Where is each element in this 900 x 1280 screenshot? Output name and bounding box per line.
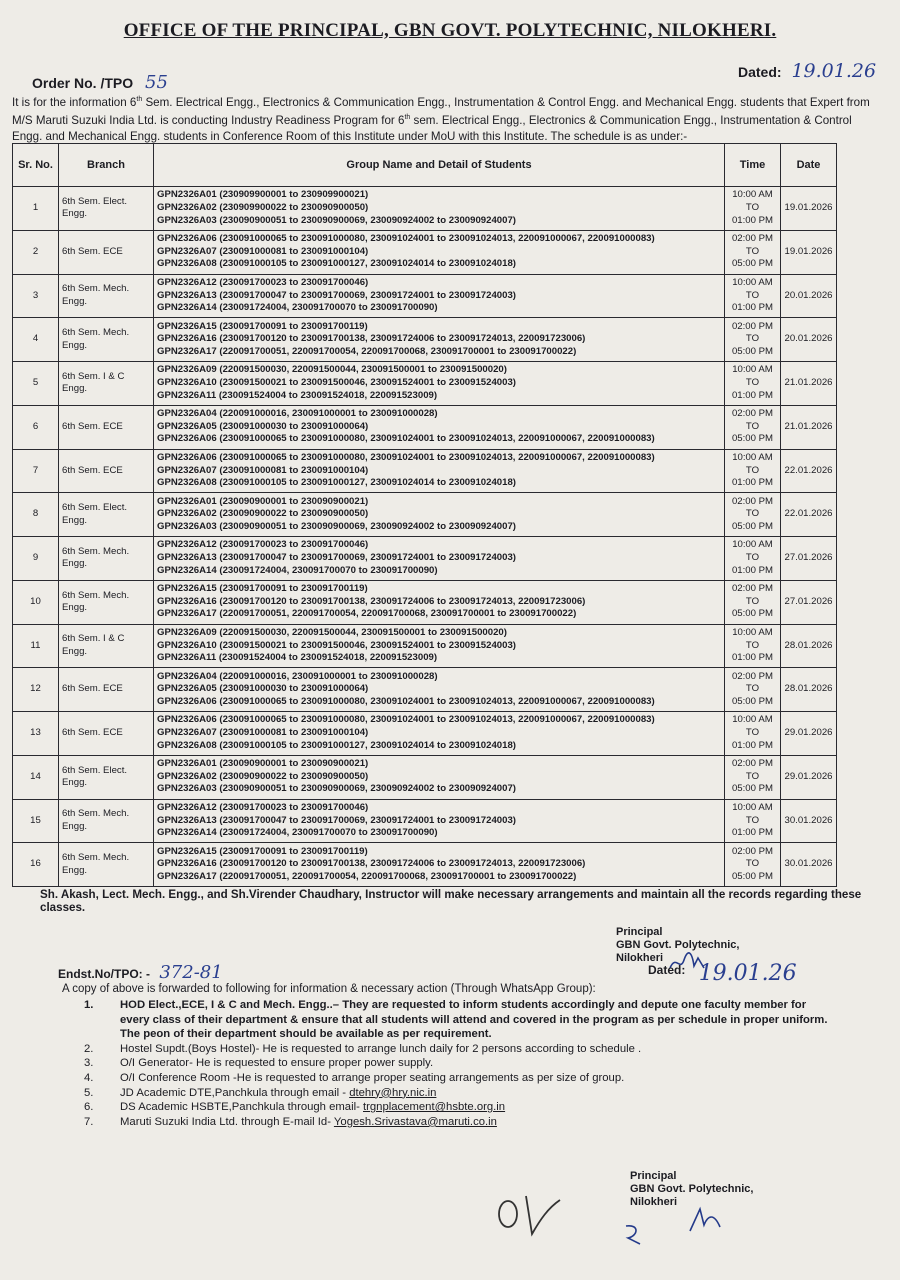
group-line: GPN2326A11 (230091524004 to 230091524018, 220091523009) bbox=[157, 652, 438, 664]
group-line: GPN2326A13 (230091700047 to 230091700069, 230091724001 to 230091724003) bbox=[157, 289, 516, 301]
cell-sr-no: 12 bbox=[13, 668, 59, 712]
list-item bbox=[84, 1086, 834, 1101]
cell-time bbox=[725, 537, 781, 581]
cell-date: 21.01.2026 bbox=[781, 405, 837, 449]
cell-sr-no: 2 bbox=[13, 230, 59, 274]
group-line: GPN2326A16 (230091700120 to 230091700138, 230091724006 to 230091724013, 220091723006) bbox=[157, 333, 586, 345]
time-line: TO bbox=[745, 639, 760, 651]
cell-date: 30.01.2026 bbox=[781, 843, 837, 887]
group-line: GPN2326A08 (230091000105 to 230091000127, 230091024014 to 230091024018) bbox=[157, 739, 516, 751]
time-line: TO bbox=[745, 770, 760, 782]
copy-forward-line: A copy of above is forwarded to following for information & necessary action (Through WhatsApp Group): bbox=[62, 983, 596, 995]
cell-group-details bbox=[154, 755, 725, 799]
order-number-handwritten: 55 bbox=[145, 72, 168, 93]
group-line: GPN2326A03 (230090900051 to 230090900069, 230090924002 to 230090924007) bbox=[157, 214, 516, 226]
group-line: GPN2326A05 (230091000030 to 230091000064) bbox=[157, 420, 369, 432]
cell-time bbox=[725, 668, 781, 712]
group-line: GPN2326A04 (220091000016, 230091000001 to 230091000028) bbox=[157, 408, 438, 420]
cell-time bbox=[725, 449, 781, 493]
time-line: 10:00 AM bbox=[732, 451, 773, 463]
group-line: GPN2326A05 (230091000030 to 230091000064) bbox=[157, 683, 369, 695]
group-line: GPN2326A14 (230091724004, 230091700070 to 230091700090) bbox=[157, 302, 438, 314]
table-row bbox=[13, 668, 837, 712]
cell-time bbox=[725, 230, 781, 274]
cell-date: 28.01.2026 bbox=[781, 624, 837, 668]
table-row bbox=[13, 318, 837, 362]
cell-sr-no: 8 bbox=[13, 493, 59, 537]
table-header-row bbox=[13, 144, 837, 187]
time-line: 01:00 PM bbox=[731, 214, 774, 226]
list-item-text: DS Academic HSBTE,Panchkula through email- trgnplacement@hsbte.org.in bbox=[120, 1101, 506, 1114]
header-sr-no: Sr. No. bbox=[13, 144, 59, 187]
group-line: GPN2326A01 (230090900001 to 230090900021) bbox=[157, 495, 369, 507]
table-row bbox=[13, 405, 837, 449]
endorsement-handwritten: 372-81 bbox=[159, 962, 223, 983]
list-item-number: 3. bbox=[84, 1057, 94, 1070]
list-item-number: 4. bbox=[84, 1071, 94, 1084]
cell-branch: 6th Sem. Elect. Engg. bbox=[59, 493, 154, 537]
cell-sr-no: 6 bbox=[13, 405, 59, 449]
group-line: GPN2326A01 (230909900001 to 230909900021) bbox=[157, 189, 369, 201]
table-row bbox=[13, 274, 837, 318]
group-line: GPN2326A06 (230091000065 to 230091000080, 230091024001 to 230091024013, 220091000067, 220091000083) bbox=[157, 433, 655, 445]
group-line: GPN2326A04 (220091000016, 230091000001 to 230091000028) bbox=[157, 670, 438, 682]
time-line: 10:00 AM bbox=[732, 714, 773, 726]
time-line: 05:00 PM bbox=[731, 870, 774, 882]
cell-sr-no: 1 bbox=[13, 187, 59, 231]
time-line: 02:00 PM bbox=[731, 233, 774, 245]
cell-group-details bbox=[154, 318, 725, 362]
list-item-text: HOD Elect.,ECE, I & C and Mech. Engg..– They are requested to inform students accordingly and depute one faculty member for every class of their department & ensure that all students will attend and covered in the program as per schedule in proper uniform. The peon of their department should be available as per requirement. bbox=[120, 999, 828, 1041]
order-label: Order No. /TPO bbox=[32, 75, 134, 91]
time-line: 02:00 PM bbox=[731, 408, 774, 420]
cell-group-details bbox=[154, 799, 725, 843]
cell-branch: 6th Sem. Mech. Engg. bbox=[59, 580, 154, 624]
principal-signature-block-2: Principal GBN Govt. Polytechnic, Nilokheri bbox=[630, 1170, 754, 1208]
cell-sr-no: 10 bbox=[13, 580, 59, 624]
table-row bbox=[13, 580, 837, 624]
cell-group-details bbox=[154, 537, 725, 581]
time-line: TO bbox=[745, 683, 760, 695]
group-line: GPN2326A02 (230909900022 to 230090900050) bbox=[157, 202, 369, 214]
cell-date: 29.01.2026 bbox=[781, 712, 837, 756]
table-row bbox=[13, 362, 837, 406]
group-line: GPN2326A12 (230091700023 to 230091700046) bbox=[157, 539, 369, 551]
list-item bbox=[84, 1100, 834, 1115]
group-line: GPN2326A15 (230091700091 to 230091700119) bbox=[157, 583, 368, 595]
cell-date: 29.01.2026 bbox=[781, 755, 837, 799]
office-title: OFFICE OF THE PRINCIPAL, GBN GOVT. POLYTECHNIC, NILOKHERI. bbox=[123, 20, 777, 41]
cell-time bbox=[725, 493, 781, 537]
closing-note: Sh. Akash, Lect. Mech. Engg., and Sh.Virender Chaudhary, Instructor will make necessary arrangements and maintain all the records regarding these classes. bbox=[40, 888, 862, 914]
group-line: GPN2326A09 (220091500030, 220091500044, 230091500001 to 230091500020) bbox=[157, 626, 507, 638]
time-line: 01:00 PM bbox=[731, 302, 774, 314]
time-line: 01:00 PM bbox=[731, 477, 774, 489]
cell-branch: 6th Sem. ECE bbox=[59, 449, 154, 493]
time-line: TO bbox=[745, 552, 760, 564]
time-line: 02:00 PM bbox=[731, 495, 774, 507]
endorsement-date: Dated: 19.01.26 bbox=[648, 961, 797, 986]
group-line: GPN2326A13 (230091700047 to 230091700069, 230091724001 to 230091724003) bbox=[157, 552, 516, 564]
cell-time bbox=[725, 318, 781, 362]
cell-branch: 6th Sem. Elect. Engg. bbox=[59, 755, 154, 799]
cell-branch: 6th Sem. Mech. Engg. bbox=[59, 799, 154, 843]
group-line: GPN2326A17 (220091700051, 220091700054, 220091700068, 230091700001 to 230091700022) bbox=[157, 870, 577, 882]
group-line: GPN2326A15 (230091700091 to 230091700119) bbox=[157, 320, 368, 332]
list-item bbox=[84, 998, 834, 1042]
time-line: 10:00 AM bbox=[732, 189, 773, 201]
cell-group-details bbox=[154, 405, 725, 449]
principal-signature-block: Principal GBN Govt. Polytechnic, Nilokheri bbox=[616, 926, 740, 964]
time-line: TO bbox=[745, 508, 760, 520]
cell-sr-no: 13 bbox=[13, 712, 59, 756]
time-line: 02:00 PM bbox=[731, 583, 774, 595]
cell-branch: 6th Sem. ECE bbox=[59, 230, 154, 274]
cell-time bbox=[725, 799, 781, 843]
cell-time bbox=[725, 843, 781, 887]
cell-date: 19.01.2026 bbox=[781, 187, 837, 231]
cell-group-details bbox=[154, 712, 725, 756]
time-line: TO bbox=[745, 289, 760, 301]
time-line: 05:00 PM bbox=[731, 433, 774, 445]
cell-branch: 6th Sem. I & C Engg. bbox=[59, 362, 154, 406]
cell-sr-no: 16 bbox=[13, 843, 59, 887]
list-item bbox=[84, 1042, 834, 1057]
table-row bbox=[13, 187, 837, 231]
time-line: 05:00 PM bbox=[731, 520, 774, 532]
group-line: GPN2326A06 (230091000065 to 230091000080, 230091024001 to 230091024013, 220091000067, 220091000083) bbox=[157, 451, 655, 463]
cell-date: 20.01.2026 bbox=[781, 318, 837, 362]
group-line: GPN2326A07 (230091000081 to 230091000104) bbox=[157, 245, 369, 257]
time-line: 10:00 AM bbox=[732, 364, 773, 376]
order-date bbox=[738, 60, 876, 82]
cell-sr-no: 11 bbox=[13, 624, 59, 668]
time-line: 05:00 PM bbox=[731, 345, 774, 357]
cell-branch: 6th Sem. Mech. Engg. bbox=[59, 843, 154, 887]
cell-date: 21.01.2026 bbox=[781, 362, 837, 406]
email-link[interactable]: dtehry@hry.nic.in bbox=[349, 1086, 437, 1099]
signature-scribble-icon bbox=[686, 1205, 726, 1235]
cell-group-details bbox=[154, 668, 725, 712]
group-line: GPN2326A03 (230090900051 to 230090900069, 230090924002 to 230090924007) bbox=[157, 783, 516, 795]
time-line: 10:00 AM bbox=[732, 801, 773, 813]
cell-branch: 6th Sem. ECE bbox=[59, 405, 154, 449]
group-line: GPN2326A10 (230091500021 to 230091500046, 230091524001 to 230091524003) bbox=[157, 639, 516, 651]
table-row bbox=[13, 624, 837, 668]
cell-time bbox=[725, 755, 781, 799]
signature-scribble-icon bbox=[620, 1222, 646, 1248]
cell-date: 28.01.2026 bbox=[781, 668, 837, 712]
cell-group-details bbox=[154, 580, 725, 624]
group-line: GPN2326A08 (230091000105 to 230091000127, 230091024014 to 230091024018) bbox=[157, 258, 516, 270]
time-line: 01:00 PM bbox=[731, 739, 774, 751]
cell-branch: 6th Sem. Elect. Engg. bbox=[59, 187, 154, 231]
cell-group-details bbox=[154, 493, 725, 537]
group-line: GPN2326A09 (220091500030, 220091500044, 230091500001 to 230091500020) bbox=[157, 364, 507, 376]
group-line: GPN2326A12 (230091700023 to 230091700046) bbox=[157, 801, 369, 813]
group-line: GPN2326A17 (220091700051, 220091700054, 220091700068, 230091700001 to 230091700022) bbox=[157, 608, 577, 620]
email-link[interactable]: Yogesh.Srivastava@maruti.co.in bbox=[333, 1115, 497, 1128]
time-line: 02:00 PM bbox=[731, 320, 774, 332]
header-time: Time bbox=[725, 144, 781, 187]
time-line: TO bbox=[745, 333, 760, 345]
cell-sr-no: 4 bbox=[13, 318, 59, 362]
cell-date: 20.01.2026 bbox=[781, 274, 837, 318]
time-line: 02:00 PM bbox=[731, 758, 774, 770]
time-line: 05:00 PM bbox=[731, 695, 774, 707]
time-line: TO bbox=[745, 727, 760, 739]
group-line: GPN2326A15 (230091700091 to 230091700119) bbox=[157, 845, 368, 857]
cell-group-details bbox=[154, 843, 725, 887]
intro-paragraph: It is for the information 6th Sem. Electrical Engg., Electronics & Communication Engg., Instrumentation & Control Engg. and Mechanical Engg. students that Expert from M/S Maruti Suzuki India Ltd. is conducting Industry Readiness Program for 6th sem. Electrical Engg., Electronics & Communication Engg., Instrumentation & Control Engg. and Mechanical Engg. students in Conference Room of this Institute under MoU with this Institute. The schedule is as under:- bbox=[12, 95, 870, 143]
group-line: GPN2326A03 (230090900051 to 230090900069, 230090924002 to 230090924007) bbox=[157, 520, 516, 532]
time-line: TO bbox=[745, 245, 760, 257]
header-group: Group Name and Detail of Students bbox=[154, 144, 725, 187]
time-line: 05:00 PM bbox=[731, 258, 774, 270]
time-line: TO bbox=[745, 595, 760, 607]
group-line: GPN2326A07 (230091000081 to 230091000104) bbox=[157, 464, 369, 476]
cell-group-details bbox=[154, 187, 725, 231]
dated-handwritten: 19.01.26 bbox=[791, 60, 877, 82]
group-line: GPN2326A07 (230091000081 to 230091000104) bbox=[157, 727, 369, 739]
schedule-table bbox=[12, 143, 837, 887]
list-item-number: 2. bbox=[84, 1042, 94, 1055]
list-item-text: Maruti Suzuki India Ltd. through E-mail Id- Yogesh.Srivastava@maruti.co.in bbox=[120, 1115, 497, 1128]
order-number bbox=[32, 72, 168, 93]
table-row bbox=[13, 537, 837, 581]
time-line: TO bbox=[745, 814, 760, 826]
time-line: 01:00 PM bbox=[731, 652, 774, 664]
cell-group-details bbox=[154, 624, 725, 668]
cell-sr-no: 15 bbox=[13, 799, 59, 843]
time-line: TO bbox=[745, 202, 760, 214]
time-line: 10:00 AM bbox=[732, 276, 773, 288]
cell-date: 27.01.2026 bbox=[781, 537, 837, 581]
cell-branch: 6th Sem. ECE bbox=[59, 668, 154, 712]
header-branch: Branch bbox=[59, 144, 154, 187]
list-item-text: JD Academic DTE,Panchkula through email - dtehry@hry.nic.in bbox=[120, 1086, 437, 1099]
distribution-list bbox=[84, 998, 834, 1129]
group-line: GPN2326A06 (230091000065 to 230091000080, 230091024001 to 230091024013, 220091000067, 220091000083) bbox=[157, 695, 655, 707]
cell-date: 22.01.2026 bbox=[781, 449, 837, 493]
group-line: GPN2326A08 (230091000105 to 230091000127, 230091024014 to 230091024018) bbox=[157, 477, 516, 489]
cell-date: 22.01.2026 bbox=[781, 493, 837, 537]
time-line: TO bbox=[745, 377, 760, 389]
list-item-number: 6. bbox=[84, 1101, 94, 1114]
time-line: TO bbox=[745, 464, 760, 476]
cell-sr-no: 3 bbox=[13, 274, 59, 318]
group-line: GPN2326A02 (230090900022 to 230090900050) bbox=[157, 770, 369, 782]
time-line: 10:00 AM bbox=[732, 626, 773, 638]
table-row bbox=[13, 843, 837, 887]
group-line: GPN2326A10 (230091500021 to 230091500046, 230091524001 to 230091524003) bbox=[157, 377, 516, 389]
cell-group-details bbox=[154, 362, 725, 406]
list-item-text: O/I Conference Room -He is requested to arrange proper seating arrangements as per size of group. bbox=[120, 1071, 625, 1084]
list-item bbox=[84, 1071, 834, 1086]
time-line: 02:00 PM bbox=[731, 845, 774, 857]
group-line: GPN2326A12 (230091700023 to 230091700046) bbox=[157, 276, 369, 288]
group-line: GPN2326A16 (230091700120 to 230091700138, 230091724006 to 230091724013, 220091723006) bbox=[157, 595, 586, 607]
group-line: GPN2326A14 (230091724004, 230091700070 to 230091700090) bbox=[157, 564, 438, 576]
time-line: 10:00 AM bbox=[732, 539, 773, 551]
cell-group-details bbox=[154, 449, 725, 493]
group-line: GPN2326A17 (220091700051, 220091700054, 220091700068, 230091700001 to 230091700022) bbox=[157, 345, 577, 357]
dated-label: Dated: bbox=[738, 64, 782, 80]
table-row bbox=[13, 493, 837, 537]
cell-time bbox=[725, 274, 781, 318]
cell-time bbox=[725, 712, 781, 756]
cell-sr-no: 14 bbox=[13, 755, 59, 799]
cell-sr-no: 5 bbox=[13, 362, 59, 406]
time-line: 02:00 PM bbox=[731, 670, 774, 682]
list-item bbox=[84, 1115, 834, 1130]
time-line: 01:00 PM bbox=[731, 827, 774, 839]
cell-time bbox=[725, 624, 781, 668]
cell-branch: 6th Sem. I & C Engg. bbox=[59, 624, 154, 668]
cell-sr-no: 7 bbox=[13, 449, 59, 493]
cell-time bbox=[725, 405, 781, 449]
cell-branch: 6th Sem. Mech. Engg. bbox=[59, 318, 154, 362]
cell-sr-no: 9 bbox=[13, 537, 59, 581]
list-item-text: Hostel Supdt.(Boys Hostel)- He is requested to arrange lunch daily for 2 persons according to schedule . bbox=[120, 1042, 642, 1055]
list-item bbox=[84, 1056, 834, 1071]
table-row bbox=[13, 230, 837, 274]
group-line: GPN2326A13 (230091700047 to 230091700069, 230091724001 to 230091724003) bbox=[157, 814, 516, 826]
group-line: GPN2326A06 (230091000065 to 230091000080, 230091024001 to 230091024013, 220091000067, 220091000083) bbox=[157, 714, 655, 726]
header-date: Date bbox=[781, 144, 837, 187]
group-line: GPN2326A11 (230091524004 to 230091524018, 220091523009) bbox=[157, 389, 438, 401]
cell-group-details bbox=[154, 230, 725, 274]
time-line: 01:00 PM bbox=[731, 564, 774, 576]
table-row bbox=[13, 755, 837, 799]
group-line: GPN2326A02 (230090900022 to 230090900050) bbox=[157, 508, 369, 520]
cell-branch: 6th Sem. ECE bbox=[59, 712, 154, 756]
cell-branch: 6th Sem. Mech. Engg. bbox=[59, 274, 154, 318]
list-item-text: O/I Generator- He is requested to ensure proper power supply. bbox=[120, 1057, 434, 1070]
cell-date: 19.01.2026 bbox=[781, 230, 837, 274]
group-line: GPN2326A16 (230091700120 to 230091700138, 230091724006 to 230091724013, 220091723006) bbox=[157, 858, 586, 870]
group-line: GPN2326A01 (230090900001 to 230090900021) bbox=[157, 758, 369, 770]
email-link[interactable]: trgnplacement@hsbte.org.in bbox=[363, 1101, 506, 1114]
time-line: 05:00 PM bbox=[731, 608, 774, 620]
time-line: 01:00 PM bbox=[731, 389, 774, 401]
list-item-number: 7. bbox=[84, 1115, 94, 1128]
group-line: GPN2326A14 (230091724004, 230091700070 to 230091700090) bbox=[157, 827, 438, 839]
group-line: GPN2326A06 (230091000065 to 230091000080, 230091024001 to 230091024013, 220091000067, 220091000083) bbox=[157, 233, 655, 245]
cell-branch: 6th Sem. Mech. Engg. bbox=[59, 537, 154, 581]
time-line: TO bbox=[745, 858, 760, 870]
cell-time bbox=[725, 580, 781, 624]
list-item-number: 1. bbox=[84, 999, 94, 1011]
endorsement-number: Endst.No/TPO: - 372-81 bbox=[58, 962, 223, 983]
list-item-number: 5. bbox=[84, 1086, 94, 1099]
time-line: TO bbox=[745, 420, 760, 432]
cell-time bbox=[725, 362, 781, 406]
cell-date: 30.01.2026 bbox=[781, 799, 837, 843]
table-row bbox=[13, 449, 837, 493]
initials-scribble-icon bbox=[490, 1190, 570, 1240]
table-row bbox=[13, 799, 837, 843]
table-row bbox=[13, 712, 837, 756]
time-line: 05:00 PM bbox=[731, 783, 774, 795]
cell-group-details bbox=[154, 274, 725, 318]
cell-time bbox=[725, 187, 781, 231]
cell-date: 27.01.2026 bbox=[781, 580, 837, 624]
endorsement-date-handwritten: 19.01.26 bbox=[698, 961, 797, 986]
